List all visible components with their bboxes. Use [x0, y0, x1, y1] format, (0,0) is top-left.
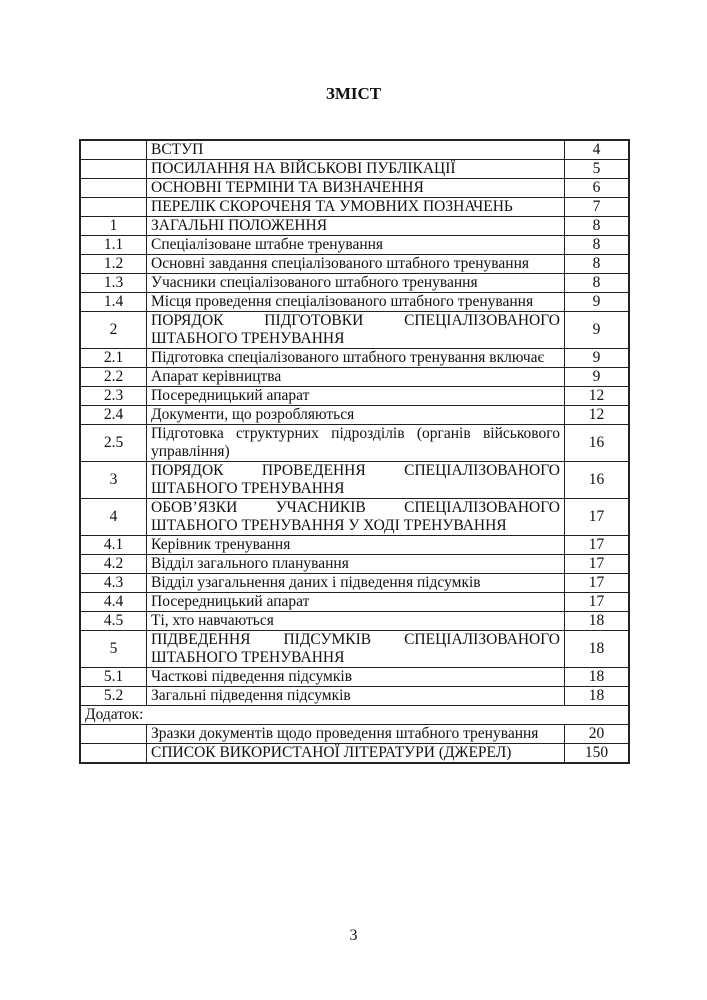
toc-row: [80, 349, 629, 368]
toc-number: 3: [80, 462, 147, 499]
toc-number: 4.5: [80, 612, 147, 631]
toc-number: 5.2: [80, 687, 147, 706]
page-number: 3: [349, 927, 358, 944]
toc-number: 4.4: [80, 593, 147, 612]
toc-row: [80, 593, 629, 612]
toc-entry-title: Основні завдання спеціалізованого штабного тренування: [147, 255, 565, 274]
toc-number: 1.1: [80, 236, 147, 255]
toc-page: 16: [565, 425, 630, 462]
toc-row: [80, 687, 629, 706]
toc-entry-title: СПИСОК ВИКОРИСТАНОЇ ЛІТЕРАТУРИ (ДЖЕРЕЛ): [147, 744, 565, 764]
toc-row: [80, 536, 629, 555]
toc-table: [79, 139, 630, 764]
toc-entry-title: Підготовка структурних підрозділів (органів військового управління): [147, 425, 565, 462]
toc-row: [80, 160, 629, 179]
toc-number: 1.2: [80, 255, 147, 274]
toc-row: [80, 744, 629, 764]
toc-number: 2: [80, 312, 147, 349]
toc-row: [80, 255, 629, 274]
toc-number: [80, 179, 147, 198]
toc-page: 18: [565, 668, 630, 687]
toc-page: 8: [565, 236, 630, 255]
toc-number: 2.2: [80, 368, 147, 387]
toc-number: 2.5: [80, 425, 147, 462]
toc-row: [80, 668, 629, 687]
toc-number: 4: [80, 499, 147, 536]
toc-page: 17: [565, 574, 630, 593]
toc-entry-title: Спеціалізоване штабне тренування: [147, 236, 565, 255]
toc-number: 1.3: [80, 274, 147, 293]
toc-number: [80, 725, 147, 744]
toc-row: [80, 368, 629, 387]
toc-page: 18: [565, 612, 630, 631]
toc-entry-title: ПОРЯДОК ПІДГОТОВКИ СПЕЦІАЛІЗОВАНОГО ШТАБНОГО ТРЕНУВАННЯ: [147, 312, 565, 349]
toc-number: 5.1: [80, 668, 147, 687]
toc-entry-title: ПЕРЕЛІК СКОРОЧЕНЯ ТА УМОВНИХ ПОЗНАЧЕНЬ: [147, 198, 565, 217]
toc-row: [80, 140, 629, 160]
toc-number: 2.3: [80, 387, 147, 406]
toc-number: 2.4: [80, 406, 147, 425]
toc-page: 16: [565, 462, 630, 499]
toc-entry-title: Часткові підведення підсумків: [147, 668, 565, 687]
toc-row: [80, 574, 629, 593]
toc-number: 1.4: [80, 293, 147, 312]
toc-number: [80, 140, 147, 160]
toc-row: [80, 462, 629, 499]
toc-row: [80, 274, 629, 293]
toc-page: 9: [565, 293, 630, 312]
toc-number: [80, 160, 147, 179]
toc-number: 1: [80, 217, 147, 236]
toc-row: [80, 425, 629, 462]
toc-page: 12: [565, 387, 630, 406]
toc-row: [80, 217, 629, 236]
toc-entry-title: Апарат керівництва: [147, 368, 565, 387]
toc-number: 2.1: [80, 349, 147, 368]
toc-page: 9: [565, 349, 630, 368]
toc-number: [80, 744, 147, 764]
toc-page: 17: [565, 536, 630, 555]
toc-row: [80, 555, 629, 574]
toc-row: [80, 406, 629, 425]
toc-entry-title: Посередницький апарат: [147, 593, 565, 612]
toc-page: 9: [565, 368, 630, 387]
toc-row: [80, 631, 629, 668]
toc-entry-title: ПОРЯДОК ПРОВЕДЕННЯ СПЕЦІАЛІЗОВАНОГО ШТАБНОГО ТРЕНУВАННЯ: [147, 462, 565, 499]
toc-page: 17: [565, 593, 630, 612]
toc-page: 20: [565, 725, 630, 744]
toc-entry-title: Місця проведення спеціалізованого штабного тренування: [147, 293, 565, 312]
toc-entry-title: ЗАГАЛЬНІ ПОЛОЖЕННЯ: [147, 217, 565, 236]
toc-page: 5: [565, 160, 630, 179]
toc-entry-title: ОСНОВНІ ТЕРМІНИ ТА ВИЗНАЧЕННЯ: [147, 179, 565, 198]
appendix-label: Додаток:: [80, 706, 629, 725]
appendix-row: [80, 706, 629, 725]
toc-row: [80, 293, 629, 312]
toc-entry-title: Керівник тренування: [147, 536, 565, 555]
toc-number: 4.2: [80, 555, 147, 574]
page-title: ЗМІСТ: [325, 84, 382, 103]
toc-page: 6: [565, 179, 630, 198]
toc-page: 7: [565, 198, 630, 217]
toc-entry-title: Ті, хто навчаються: [147, 612, 565, 631]
toc-row: [80, 499, 629, 536]
toc-number: [80, 198, 147, 217]
toc-entry-title: Відділ загального планування: [147, 555, 565, 574]
toc-entry-title: ВСТУП: [147, 140, 565, 160]
toc-page: 17: [565, 499, 630, 536]
toc-row: [80, 179, 629, 198]
toc-page: 18: [565, 687, 630, 706]
toc-page: 8: [565, 274, 630, 293]
toc-entry-title: Посередницький апарат: [147, 387, 565, 406]
toc-entry-title: Відділ узагальнення даних і підведення підсумків: [147, 574, 565, 593]
toc-number: 5: [80, 631, 147, 668]
toc-entry-title: Підготовка спеціалізованого штабного тренування включає: [147, 349, 565, 368]
toc-page: 150: [565, 744, 630, 764]
toc-entry-title: ПІДВЕДЕННЯ ПІДСУМКІВ СПЕЦІАЛІЗОВАНОГО ШТАБНОГО ТРЕНУВАННЯ: [147, 631, 565, 668]
toc-number: 4.3: [80, 574, 147, 593]
toc-entry-title: Зразки документів щодо проведення штабного тренування: [147, 725, 565, 744]
toc-page: 8: [565, 255, 630, 274]
toc-page: 12: [565, 406, 630, 425]
toc-row: [80, 387, 629, 406]
toc-entry-title: ПОСИЛАННЯ НА ВІЙСЬКОВІ ПУБЛІКАЦІЇ: [147, 160, 565, 179]
toc-page: 17: [565, 555, 630, 574]
toc-row: [80, 312, 629, 349]
toc-entry-title: Загальні підведення підсумків: [147, 687, 565, 706]
toc-page: 8: [565, 217, 630, 236]
toc-entry-title: Документи, що розробляються: [147, 406, 565, 425]
toc-row: [80, 236, 629, 255]
toc-page: 9: [565, 312, 630, 349]
toc-row: [80, 725, 629, 744]
toc-number: 4.1: [80, 536, 147, 555]
toc-entry-title: ОБОВ’ЯЗКИ УЧАСНИКІВ СПЕЦІАЛІЗОВАНОГО ШТАБНОГО ТРЕНУВАННЯ У ХОДІ ТРЕНУВАННЯ: [147, 499, 565, 536]
toc-page: 18: [565, 631, 630, 668]
toc-row: [80, 198, 629, 217]
toc-page: 4: [565, 140, 630, 160]
toc-row: [80, 612, 629, 631]
toc-entry-title: Учасники спеціалізованого штабного тренування: [147, 274, 565, 293]
